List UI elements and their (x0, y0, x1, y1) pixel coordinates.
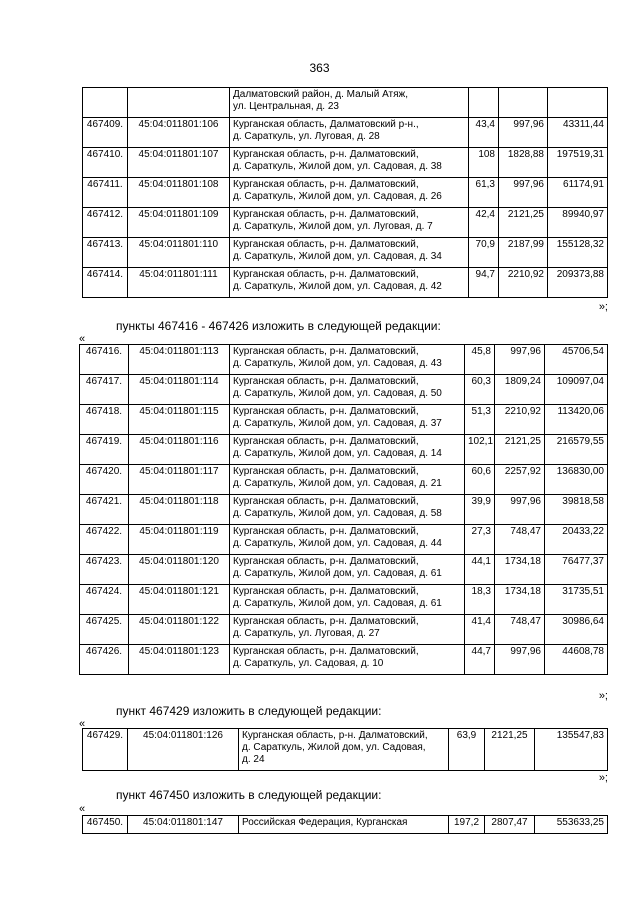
area-value: 44,1 (465, 555, 495, 585)
price-value: 1828,88 (499, 148, 548, 178)
cadastral-number: 45:04:011801:111 (128, 268, 230, 298)
address-cell (230, 88, 469, 118)
address-line: Курганская область, р-н. Далматовский, (233, 466, 419, 477)
area-value: 45,8 (465, 345, 495, 375)
price-value: 2121,25 (485, 729, 535, 771)
property-table-single (82, 815, 608, 834)
row-number: 467419. (80, 435, 129, 465)
opening-quote: « (79, 803, 86, 815)
price-value: 1734,18 (495, 585, 545, 615)
address-line: д. Сараткуль, Жилой дом, ул. Садовая, д. 14 (233, 448, 442, 459)
price-value: 2187,99 (499, 238, 548, 268)
cadastral-number: 45:04:011801:109 (128, 208, 230, 238)
price-value: 1734,18 (495, 555, 545, 585)
address-line: д. Сараткуль, Жилой дом, ул. Садовая, д. 61 (233, 568, 442, 579)
area-value: 51,3 (465, 405, 495, 435)
table-row (83, 118, 608, 148)
closing-quote: »; (598, 772, 608, 784)
table-row (80, 615, 608, 645)
area-value: 43,4 (469, 118, 499, 148)
address-line: Курганская область, р-н. Далматовский, (233, 646, 419, 657)
address-line: д. Сараткуль, Жилой дом, ул. Луговая, д. 7 (233, 221, 433, 232)
total-value: 43311,44 (548, 118, 608, 148)
cadastral-number: 45:04:011801:123 (129, 645, 230, 675)
address-line: Курганская область, р-н. Далматовский, (233, 179, 419, 190)
address-line: Далматовский район, д. Малый Атяж, (233, 89, 408, 100)
price-value: 997,96 (499, 178, 548, 208)
address-line: д. Сараткуль, Жилой дом, ул. Садовая, д. 34 (233, 251, 442, 262)
address-line: д. Сараткуль, ул. Садовая, д. 10 (233, 658, 384, 669)
total-value: 20433,22 (545, 525, 608, 555)
price-value: 2210,92 (495, 405, 545, 435)
total-value: 39818,58 (545, 495, 608, 525)
price-value (499, 88, 548, 118)
price-value: 2121,25 (499, 208, 548, 238)
table-row (80, 645, 608, 675)
address-line: Курганская область, р-н. Далматовский, (233, 346, 419, 357)
total-value: 44608,78 (545, 645, 608, 675)
cadastral-number: 45:04:011801:114 (129, 375, 230, 405)
area-value: 44,7 (465, 645, 495, 675)
total-value: 61174,91 (548, 178, 608, 208)
row-number: 467423. (80, 555, 129, 585)
address-line: Курганская область, р-н. Далматовский, (233, 406, 419, 417)
address-cell (230, 465, 465, 495)
area-value: 39,9 (465, 495, 495, 525)
total-value: 216579,55 (545, 435, 608, 465)
amendment-instruction: пункт 467429 изложить в следующей редакции: (116, 704, 382, 718)
address-cell (230, 555, 465, 585)
row-number: 467412. (83, 208, 128, 238)
address-line: д. Сараткуль, Жилой дом, ул. Садовая, д. 50 (233, 388, 442, 399)
total-value (548, 88, 608, 118)
address-line: Курганская область, р-н. Далматовский, (242, 730, 428, 741)
row-number: 467424. (80, 585, 129, 615)
address-line: д. Сараткуль, ул. Луговая, д. 27 (233, 628, 380, 639)
table-row (83, 268, 608, 298)
address-line: д. Сараткуль, Жилой дом, ул. Садовая, д. 37 (233, 418, 442, 429)
table-row (80, 435, 608, 465)
property-table-continued (82, 87, 608, 298)
row-number: 467416. (80, 345, 129, 375)
address-cell (230, 345, 465, 375)
table-row (83, 178, 608, 208)
table-row (80, 345, 608, 375)
table-row (83, 88, 608, 118)
closing-quote: »; (598, 301, 608, 313)
row-number: 467422. (80, 525, 129, 555)
address-line: д. Сараткуль, Жилой дом, ул. Садовая, д. 58 (233, 508, 442, 519)
area-value: 42,4 (469, 208, 499, 238)
address-line: Курганская область, р-н. Далматовский, (233, 436, 419, 447)
area-value (469, 88, 499, 118)
row-number: 467413. (83, 238, 128, 268)
area-value: 60,6 (465, 465, 495, 495)
row-number: 467421. (80, 495, 129, 525)
total-value: 31735,51 (545, 585, 608, 615)
address-cell (230, 495, 465, 525)
address-line: д. Сараткуль, Жилой дом, ул. Садовая, д. 38 (233, 161, 442, 172)
table-row (83, 729, 608, 771)
price-value: 748,47 (495, 525, 545, 555)
table-row (83, 148, 608, 178)
opening-quote: « (79, 718, 86, 730)
table-row (80, 465, 608, 495)
address-cell (230, 375, 465, 405)
cadastral-number: 45:04:011801:147 (128, 816, 239, 834)
address-line: Курганская область, р-н. Далматовский, (233, 556, 419, 567)
price-value: 2121,25 (495, 435, 545, 465)
table-row (80, 525, 608, 555)
amendment-instruction: пункт 467450 изложить в следующей редакции: (116, 788, 382, 802)
property-table-amended (79, 344, 608, 675)
cadastral-number: 45:04:011801:108 (128, 178, 230, 208)
row-number: 467409. (83, 118, 128, 148)
row-number: 467426. (80, 645, 129, 675)
area-value: 60,3 (465, 375, 495, 405)
table-row (83, 816, 608, 834)
address-line: Курганская область, р-н. Далматовский, (233, 496, 419, 507)
area-value: 70,9 (469, 238, 499, 268)
cadastral-number: 45:04:011801:119 (129, 525, 230, 555)
table-row (83, 238, 608, 268)
price-value: 748,47 (495, 615, 545, 645)
address-line: Курганская область, р-н. Далматовский, (233, 149, 419, 160)
address-line: Курганская область, р-н. Далматовский, (233, 586, 419, 597)
price-value: 2257,92 (495, 465, 545, 495)
table-row (80, 405, 608, 435)
row-number: 467414. (83, 268, 128, 298)
cadastral-number: 45:04:011801:115 (129, 405, 230, 435)
cadastral-number: 45:04:011801:122 (129, 615, 230, 645)
address-cell (230, 615, 465, 645)
cadastral-number: 45:04:011801:126 (128, 729, 239, 771)
address-line: д. Сараткуль, Жилой дом, ул. Садовая, д. 21 (233, 478, 442, 489)
address-line: Курганская область, Далматовский р-н., (233, 119, 419, 130)
row-number: 467420. (80, 465, 129, 495)
price-value: 997,96 (499, 118, 548, 148)
area-value: 108 (469, 148, 499, 178)
row-number: 467410. (83, 148, 128, 178)
price-value: 997,96 (495, 645, 545, 675)
cadastral-number: 45:04:011801:120 (129, 555, 230, 585)
table-row (83, 208, 608, 238)
address-cell (230, 435, 465, 465)
row-number: 467425. (80, 615, 129, 645)
area-value: 63,9 (449, 729, 485, 771)
cadastral-number: 45:04:011801:121 (129, 585, 230, 615)
address-line: Курганская область, р-н. Далматовский, (233, 209, 419, 220)
cadastral-number (128, 88, 230, 118)
row-number: 467450. (83, 816, 128, 834)
area-value: 41,4 (465, 615, 495, 645)
cadastral-number: 45:04:011801:117 (129, 465, 230, 495)
total-value: 197519,31 (548, 148, 608, 178)
price-value: 1809,24 (495, 375, 545, 405)
price-value: 997,96 (495, 345, 545, 375)
table-row (80, 375, 608, 405)
address-cell (230, 208, 469, 238)
table-row (80, 495, 608, 525)
total-value: 30986,64 (545, 615, 608, 645)
address-cell (230, 585, 465, 615)
cadastral-number: 45:04:011801:107 (128, 148, 230, 178)
row-number: 467411. (83, 178, 128, 208)
total-value: 209373,88 (548, 268, 608, 298)
address-line: д. Сараткуль, Жилой дом, ул. Садовая, д. 61 (233, 598, 442, 609)
row-number: 467429. (83, 729, 128, 771)
address-line: д. Сараткуль, Жилой дом, ул. Садовая, (242, 742, 426, 753)
cadastral-number: 45:04:011801:118 (129, 495, 230, 525)
price-value: 997,96 (495, 495, 545, 525)
address-cell (230, 645, 465, 675)
total-value: 45706,54 (545, 345, 608, 375)
total-value: 155128,32 (548, 238, 608, 268)
address-cell (230, 268, 469, 298)
area-value: 27,3 (465, 525, 495, 555)
address-line: д. Сараткуль, Жилой дом, ул. Садовая, д. 44 (233, 538, 442, 549)
cadastral-number: 45:04:011801:116 (129, 435, 230, 465)
cadastral-number: 45:04:011801:110 (128, 238, 230, 268)
table-row (80, 585, 608, 615)
address-line: д. Сараткуль, Жилой дом, ул. Садовая, д. 42 (233, 281, 442, 292)
area-value: 61,3 (469, 178, 499, 208)
closing-quote: »; (598, 690, 608, 702)
price-value: 2210,92 (499, 268, 548, 298)
address-line: Курганская область, р-н. Далматовский, (233, 376, 419, 387)
row-number: 467417. (80, 375, 129, 405)
cadastral-number: 45:04:011801:113 (129, 345, 230, 375)
total-value: 553633,25 (535, 816, 608, 834)
total-value: 109097,04 (545, 375, 608, 405)
page-number: 363 (309, 61, 330, 75)
address-cell (230, 525, 465, 555)
address-line: д. Сараткуль, Жилой дом, ул. Садовая, д. 43 (233, 358, 442, 369)
area-value: 102,1 (465, 435, 495, 465)
address-line: д. Сараткуль, Жилой дом, ул. Садовая, д. 26 (233, 191, 442, 202)
address-line: д. 24 (242, 754, 265, 765)
total-value: 113420,06 (545, 405, 608, 435)
address-line: ул. Центральная, д. 23 (233, 101, 339, 112)
property-table-single (82, 728, 608, 771)
address-line: Российская Федерация, Курганская (239, 816, 449, 834)
address-line: Курганская область, р-н. Далматовский, (233, 269, 419, 280)
total-value: 76477,37 (545, 555, 608, 585)
address-cell (230, 405, 465, 435)
address-cell (230, 148, 469, 178)
address-line: д. Сараткуль, ул. Луговая, д. 28 (233, 131, 380, 142)
price-value: 2807,47 (485, 816, 535, 834)
address-cell (230, 118, 469, 148)
area-value: 197,2 (449, 816, 485, 834)
total-value: 89940,97 (548, 208, 608, 238)
address-line: Курганская область, р-н. Далматовский, (233, 239, 419, 250)
address-cell (230, 178, 469, 208)
address-line: Курганская область, р-н. Далматовский, (233, 616, 419, 627)
table-row (80, 555, 608, 585)
area-value: 18,3 (465, 585, 495, 615)
address-cell (230, 238, 469, 268)
row-number (83, 88, 128, 118)
total-value: 136830,00 (545, 465, 608, 495)
amendment-instruction: пункты 467416 - 467426 изложить в следующей редакции: (116, 319, 441, 333)
row-number: 467418. (80, 405, 129, 435)
total-value: 135547,83 (535, 729, 608, 771)
opening-quote: « (79, 333, 86, 345)
address-cell (239, 729, 449, 771)
area-value: 94,7 (469, 268, 499, 298)
address-line: Курганская область, р-н. Далматовский, (233, 526, 419, 537)
cadastral-number: 45:04:011801:106 (128, 118, 230, 148)
